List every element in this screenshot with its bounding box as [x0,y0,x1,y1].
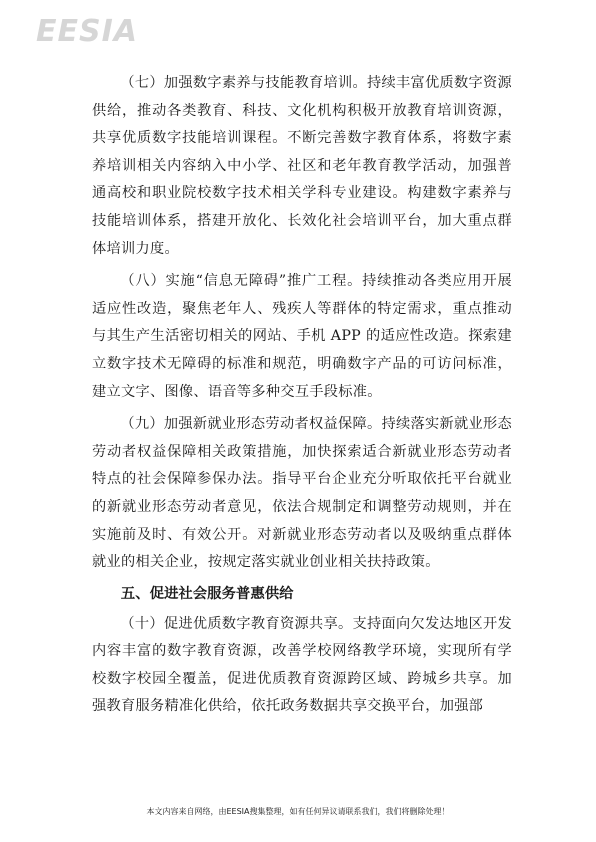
paragraph-7: （七）加强数字素养与技能教育培训。持续丰富优质数字资源供给，推动各类教育、科技、文化机构积极开放教育培训资源，共享优质数字技能培训课程。不断完善数字教育体系，将数字素养培训相关内容纳入中小学、社区和老年教育教学活动，加强普通高校和职业院校数字技术相关学科专业建设。构建数字素养与技能培训体系，搭建开放化、长效化社会培训平台，加大重点群体培训力度。 [92,75,512,257]
eesia-logo: EESIA [36,14,138,49]
paragraph-8: （八）实施“信息无障碍”推广工程。持续推动各类应用开展适应性改造，聚焦老年人、残疾人等群体的特定需求，重点推动与其生产生活密切相关的网站、手机 APP 的适应性改造。探索建立数字技术无障碍的标准和规范，明确数字产品的可访问标准，建立文字、图像、语音等多种交互手段标准。 [92,273,512,400]
document-body [92,70,512,721]
paragraph-10: （十）促进优质数字教育资源共享。支持面向欠发达地区开发内容丰富的数字教育资源，改善学校网络教学环境，实现所有学校数字校园全覆盖，促进优质教育资源跨区域、跨城乡共享。加强教育服务精准化供给，依托政务数据共享交换平台，加强部 [92,615,512,715]
paragraph-9: （九）加强新就业形态劳动者权益保障。持续落实新就业形态劳动者权益保障相关政策措施，加快探索适合新就业形态劳动者特点的社会保障参保办法。指导平台企业充分听取依托平台就业的新就业形态劳动者意见，依法合规制定和调整劳动规则，并在实施前及时、有效公开。对新就业形态劳动者以及吸纳重点群体就业的相关企业，按规定落实就业创业相关扶持政策。 [92,416,512,571]
footer-disclaimer: 本文内容来自网络，由EESIA搜集整理，如有任何异议请联系我们，我们将删除处理！ [146,807,450,816]
section-heading: 五、促进社会服务普惠供给 [120,585,294,602]
